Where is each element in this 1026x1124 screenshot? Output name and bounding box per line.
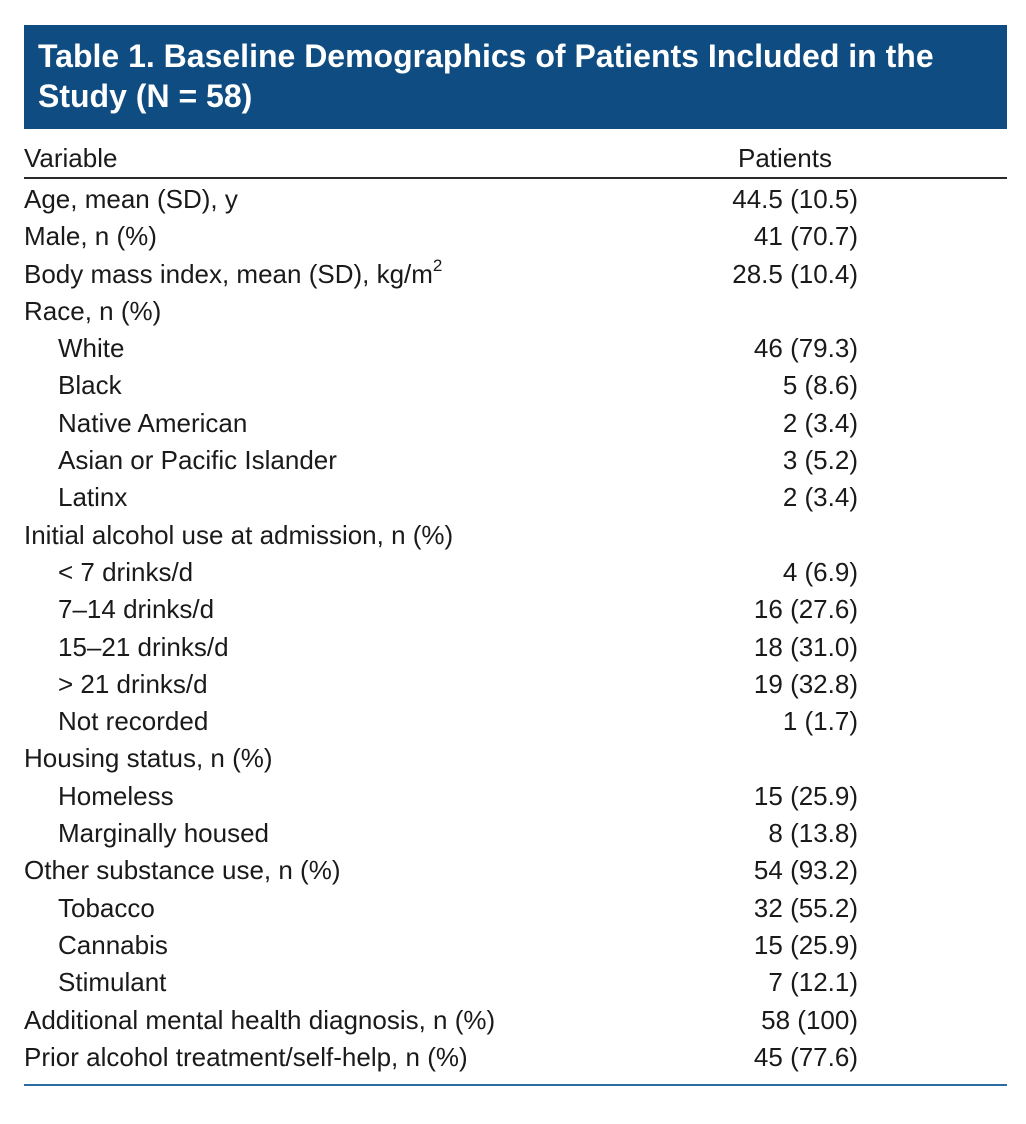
table-body (24, 179, 1007, 1076)
table-row-sub (24, 405, 1007, 442)
table-header-row (24, 129, 1007, 179)
table-row-sub (24, 703, 1007, 740)
table-row-sub (24, 367, 1007, 404)
row-value: 58 (100) (761, 1004, 858, 1035)
superscript-2: 2 (432, 255, 443, 275)
row-value: 28.5 (10.4) (732, 258, 858, 289)
row-label: Other substance use, n (%) (24, 855, 341, 886)
table-row-sub (24, 554, 1007, 591)
table-row-sub (24, 591, 1007, 628)
row-value: 4 (6.9) (782, 556, 858, 587)
row-value: 7 (12.1) (768, 967, 858, 998)
row-label: > 21 drinks/d (58, 668, 208, 699)
row-label: Race, n (%) (24, 295, 162, 326)
row-label: Additional mental health diagnosis, n (%) (24, 1004, 496, 1035)
table-row-sub (24, 666, 1007, 703)
row-value: 15 (25.9) (753, 929, 858, 960)
table-row (24, 181, 1007, 218)
demographics-table (24, 25, 1007, 1076)
table-bottom-rule (24, 1084, 1007, 1086)
row-label: Initial alcohol use at admission, n (%) (24, 519, 454, 550)
row-label: White (58, 333, 125, 364)
row-label: Age, mean (SD), y (24, 184, 238, 214)
column-header-patients: Patients (738, 143, 832, 173)
row-label: Stimulant (58, 967, 167, 998)
row-label: Tobacco (58, 892, 155, 923)
row-value: 5 (8.6) (782, 370, 858, 401)
row-label: Marginally housed (58, 818, 270, 849)
row-value: 1 (1.7) (782, 706, 858, 737)
row-value: 8 (13.8) (768, 818, 858, 849)
table-row-sub (24, 479, 1007, 516)
row-label: Black (58, 370, 122, 401)
table-row (24, 1002, 1007, 1039)
table-row-section (24, 293, 1007, 330)
row-value: 2 (3.4) (782, 482, 858, 513)
table-row-section (24, 740, 1007, 777)
row-label: Native American (58, 407, 248, 438)
row-label: Latinx (58, 482, 128, 513)
row-value: 3 (5.2) (782, 445, 858, 476)
table-title-line-1: Table 1. Baseline Demographics of Patients Included in the (38, 38, 934, 74)
row-label: 15–21 drinks/d (58, 631, 229, 662)
column-header-variable: Variable (24, 143, 118, 173)
table-row (24, 256, 1007, 293)
table-row-sub (24, 442, 1007, 479)
table-row-sub (24, 927, 1007, 964)
table-title-line-2: Study (N = 58) (38, 78, 253, 114)
row-label-bmi (24, 256, 442, 293)
row-label: < 7 drinks/d (58, 556, 194, 587)
table-row-section (24, 852, 1007, 889)
row-value: 18 (31.0) (753, 631, 858, 662)
row-label: Asian or Pacific Islander (58, 445, 337, 476)
table-row-sub (24, 815, 1007, 852)
table-row (24, 218, 1007, 255)
row-value: 41 (70.7) (753, 221, 858, 252)
row-label: Homeless (58, 780, 174, 811)
row-value: 16 (27.6) (753, 594, 858, 625)
row-value: 46 (79.3) (753, 333, 858, 364)
row-value: 32 (55.2) (753, 892, 858, 923)
table-row (24, 1039, 1007, 1076)
table-row-sub (24, 890, 1007, 927)
table-title (24, 25, 1007, 129)
row-label: Not recorded (58, 706, 209, 737)
row-value: 54 (93.2) (753, 855, 858, 886)
row-label: Housing status, n (%) (24, 743, 273, 774)
row-label: 7–14 drinks/d (58, 594, 215, 625)
table-row-section (24, 517, 1007, 554)
row-label: Male, n (%) (24, 221, 157, 252)
row-label: Cannabis (58, 929, 168, 960)
row-value: 44.5 (10.5) (732, 184, 858, 214)
table-row-sub (24, 629, 1007, 666)
table-row-sub (24, 330, 1007, 367)
row-value: 45 (77.6) (753, 1041, 858, 1072)
row-label: Prior alcohol treatment/self-help, n (%) (24, 1041, 468, 1072)
row-value: 2 (3.4) (782, 407, 858, 438)
row-value: 19 (32.8) (753, 668, 858, 699)
table-row-sub (24, 778, 1007, 815)
table-row-sub (24, 964, 1007, 1001)
row-label-text: Body mass index, mean (SD), kg/m (24, 258, 433, 289)
row-value: 15 (25.9) (753, 780, 858, 811)
